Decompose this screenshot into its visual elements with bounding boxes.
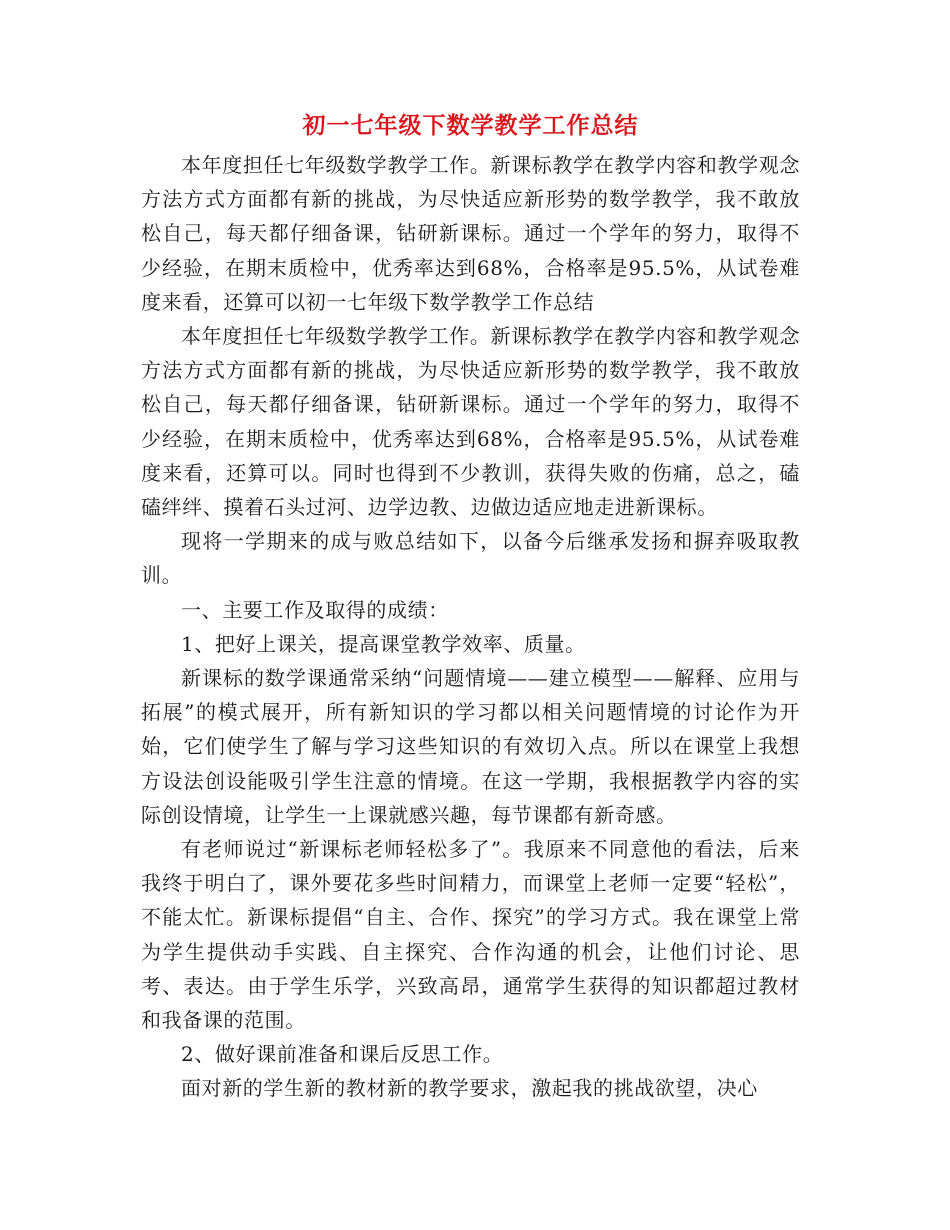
subheading-preparation: 2、做好课前准备和课后反思工作。 [181,1042,504,1067]
paragraph-9: 面对新的学生新的教材新的教学要求，激起我的挑战欲望，决心 [181,1076,758,1101]
paragraph-2: 本年度担任七年级数学教学工作。新课标教学在教学内容和教学观念方法方式方面都有新的挑战，为尽快适应新形势的数学教学，我不敢放松自己，每天都仔细备课，钻研新课标。通过一个学年的努力，取得不少经验，在期末质检中，优秀率达到68%，合格率是95.5%，从试卷难度来看，还算可以。同时也得到不少教训，获得失败的伤痛，总之，磕磕绊绊、摸着石头过河、边学边教、边做边适应地走进新课标。 [141,324,800,520]
paragraph-3: 现将一学期来的成与败总结如下，以备今后继承发扬和摒弃吸取教训。 [141,529,800,588]
document-title: 初一七年级下数学教学工作总结 [302,112,639,139]
document-body [141,148,800,1106]
subheading-classroom: 1、把好上课关，提高课堂教学效率、质量。 [181,631,586,656]
paragraph-1: 本年度担任七年级数学教学工作。新课标教学在教学内容和教学观念方法方式方面都有新的挑战，为尽快适应新形势的数学教学，我不敢放松自己，每天都仔细备课，钻研新课标。通过一个学年的努力，取得不少经验，在期末质检中，优秀率达到68%，合格率是95.5%，从试卷难度来看，还算可以初一七年级下数学教学工作总结 [141,153,800,314]
section-heading-main-work: 一、主要工作及取得的成绩： [181,597,449,622]
paragraph-6: 新课标的数学课通常采纳“问题情境——建立模型——解释、应用与拓展”的模式展开，所有新知识的学习都以相关问题情境的讨论作为开始，它们使学生了解与学习这些知识的有效切入点。所以在课堂上我想方设法创设能吸引学生注意的情境。在这一学期，我根据教学内容的实际创设情境，让学生一上课就感兴趣，每节课都有新奇感。 [141,666,800,827]
paragraph-7: 有老师说过“新课标老师轻松多了”。我原来不同意他的看法，后来我终于明白了，课外要花多些时间精力，而课堂上老师一定要“轻松”，不能太忙。新课标提倡“自主、合作、探究”的学习方式。我在课堂上常为学生提供动手实践、自主探究、合作沟通的机会，让他们讨论、思考、表达。由于学生乐学，兴致高昂，通常学生获得的知识都超过教材和我备课的范围。 [141,837,800,1033]
